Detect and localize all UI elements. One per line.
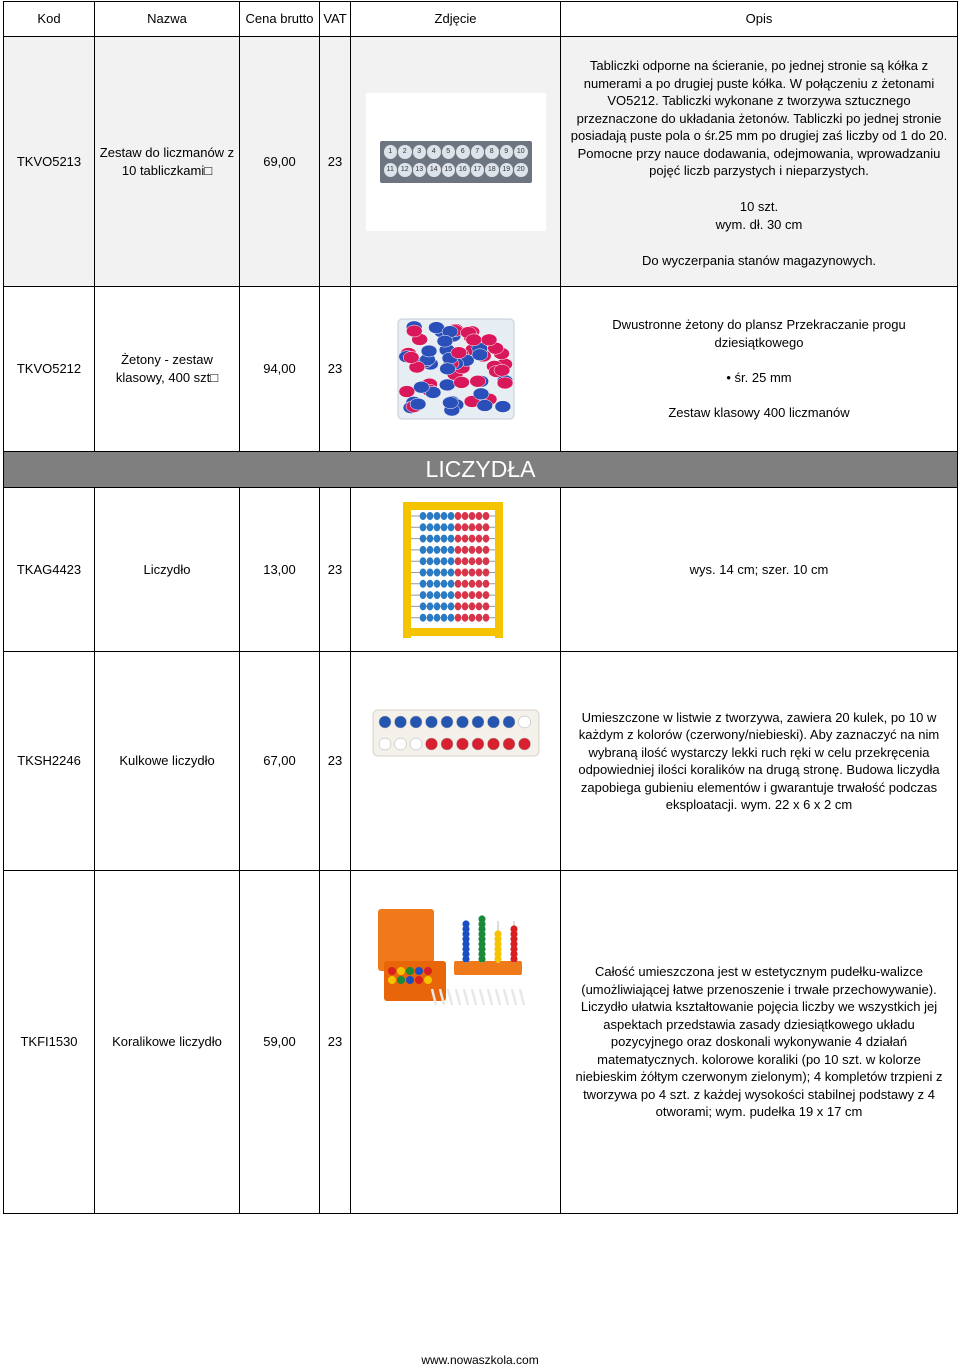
abacus-bead [454,545,461,553]
abacus-bead [419,523,426,531]
table-row [3,870,958,1214]
abacus-bead [426,512,433,520]
counter-chip [406,325,422,337]
product-code: TKSH2246 [17,753,81,768]
abacus-bead [468,568,475,576]
tablet-number-cell: 18 [485,163,499,177]
counter-chip [436,335,452,347]
abacus-bead [433,613,440,621]
abacus-bead [468,579,475,587]
loose-peg [496,989,500,1005]
product-photo-cell [351,488,560,651]
abacus-bead [419,602,426,610]
description-text: Dwustronne żetony do plansz Przekraczanie progu dziesiątkowego [612,317,906,350]
abacus-bead [447,568,454,576]
bead [472,738,484,750]
tablet-number-cell: 20 [514,163,528,177]
bead [410,738,422,750]
abacus-bead [447,602,454,610]
abacus-bead [468,523,475,531]
bead [425,716,437,728]
bead [394,716,406,728]
abacus-bead [419,512,426,520]
counter-chip [439,379,455,391]
abacus-bead [440,579,447,587]
counter-chip [413,381,429,393]
abacus-bead [433,579,440,587]
abacus-bead [419,579,426,587]
abacus-bead [482,534,489,542]
loose-peg [520,989,524,1005]
abacus-bead [419,557,426,565]
loose-peg [512,989,516,1005]
abacus-bead [433,602,440,610]
peg-bead [478,915,485,922]
product-name: Zestaw do liczmanów z 10 tabliczkami□ [99,144,235,178]
abacus-bead [426,523,433,531]
counter-chip [403,351,419,363]
table-row [3,286,958,452]
abacus-bead [461,591,468,599]
abacus-bead [482,602,489,610]
tablet-number-cell: 19 [500,163,514,177]
product-price: 69,00 [263,153,296,169]
counter-chip [465,334,481,346]
tablet-number-cell: 5 [442,145,456,159]
product-code: TKVO5213 [16,153,82,169]
bead [472,716,484,728]
product-description [561,37,957,286]
abacus-bead [433,557,440,565]
tablet-number-cell: 16 [456,163,470,177]
abacus-bead [461,579,468,587]
table-row [3,651,958,871]
abacus-bead [433,591,440,599]
case-bead [388,976,396,984]
product-price: 94,00 [263,361,296,376]
abacus-bead [482,557,489,565]
product-name: Koralikowe liczydło [112,1034,222,1049]
product-name: Żetony - zestaw klasowy, 400 szt□ [115,352,219,385]
tablet-number-cell: 13 [413,163,427,177]
case-bead [397,967,405,975]
abacus-bead [426,557,433,565]
case-bead [388,967,396,975]
abacus-bead [454,591,461,599]
abacus-bead [447,512,454,520]
abacus-bead [454,534,461,542]
abacus-bead [419,568,426,576]
abacus-bead [475,602,482,610]
description-qty: Zestaw klasowy 400 liczmanów [668,405,850,420]
case-bead [406,976,414,984]
loose-peg [504,989,508,1005]
peg-bead [462,920,469,927]
tablet-number-cell: 17 [471,163,485,177]
abacus-bead [433,568,440,576]
peg-bead [494,930,501,937]
abacus-bead [419,591,426,599]
tablet-number-cell: 2 [398,145,412,159]
abacus-bead [426,613,433,621]
abacus-bead [468,613,475,621]
abacus-bead [433,545,440,553]
abacus-bead [426,591,433,599]
abacus-bead [454,512,461,520]
abacus-bead [482,545,489,553]
table-row [3,487,958,652]
tablet-number-cell: 4 [427,145,441,159]
loose-peg [448,989,452,1005]
abacus-bead [475,512,482,520]
abacus-bead [461,557,468,565]
case-bead [424,967,432,975]
tablet-number-cell: 6 [456,145,470,159]
tablet-number-cell: 11 [384,163,398,177]
description-text: Tabliczki odporne na ścieranie, po jednej stronie są kółka z numerami a po drugiej puste kółka. W połączeniu z żetonami VO5212. Tabliczki wykonane z tworzywa sztucznego przeznaczone do układania żetonów. Tabliczki po jednej stronie posiadają puste pola o śr.25 mm po drugiej zaś liczby od 1 do 20. Pomocne przy nauce dodawania, odejmowania, wprowadzaniu pojęć liczb parzystych i nieparzystych. [570,58,948,178]
product-code: TKFI1530 [20,1034,78,1049]
abacus-bead [433,512,440,520]
case-bead [415,967,423,975]
product-description [561,871,957,1213]
bead [456,738,468,750]
abacus-bead [447,534,454,542]
abacus-bead [426,602,433,610]
abacus-image [365,498,547,642]
counter-chip [398,386,414,398]
footer-url: www.nowaszkola.com [421,1353,539,1367]
product-description [561,652,957,870]
tablet-number-cell: 12 [398,163,412,177]
abacus-bead [475,534,482,542]
counter-chip [450,347,466,359]
tablet-number-cell: 1 [384,145,398,159]
abacus-bead [468,512,475,520]
abacus-bead [440,534,447,542]
description-text: Umieszczone w listwie z tworzywa, zawiera 20 kulek, po 10 w każdym z kolorów (czerwony/niebieski). Aby zaznaczyć na nim wybraną ilość wystarczy lekki ruch ręki w celu przekręcenia odpowiedniej ilości koralików na drugą stronę. Budowa liczydła zapobiega gubieniu elementów i gwarantuje trwałość podczas eksploatacji. wym. 22 x 6 x 2 cm [578,709,940,812]
abacus-bead [440,591,447,599]
counter-chip [493,364,509,376]
product-name: Kulkowe liczydło [119,753,215,768]
description-size: • śr. 25 mm [726,370,792,385]
bead [518,716,530,728]
counter-chip [442,397,458,409]
loose-peg [456,989,460,1005]
abacus-bead [447,591,454,599]
abacus-bead [461,613,468,621]
product-price: 59,00 [263,1034,296,1049]
abacus-bead [454,579,461,587]
bead [425,738,437,750]
abacus-bead [433,523,440,531]
case-bead [415,976,423,984]
abacus-bead [447,523,454,531]
header-vat: VAT [323,11,347,26]
bead [441,738,453,750]
abacus-bead [468,557,475,565]
counter-chip [494,401,510,413]
abacus-bead [454,602,461,610]
abacus-bead [454,523,461,531]
abacus-bead [475,613,482,621]
abacus-bead [426,568,433,576]
counter-chip [421,345,437,357]
product-code: TKVO5212 [16,361,82,376]
case-bead [424,976,432,984]
abacus-bead [468,602,475,610]
abacus-bead [433,534,440,542]
case-bead [406,967,414,975]
abacus-bead [426,545,433,553]
abacus-bead [475,579,482,587]
case-bead [397,976,405,984]
abacus-bead [447,545,454,553]
description-size: wym. dł. 30 cm [715,216,803,232]
abacus-bead [426,579,433,587]
table-row [3,36,958,287]
abacus-bead [426,534,433,542]
abacus-bead [482,613,489,621]
product-photo-cell [351,652,560,870]
bead [487,738,499,750]
product-description [561,287,957,451]
tablet-number-cell: 3 [413,145,427,159]
abacus-bead [482,523,489,531]
tablet-number-cell: 14 [427,163,441,177]
bead [379,716,391,728]
abacus-bead [475,568,482,576]
abacus-bead [454,568,461,576]
bead [441,716,453,728]
tablet-number-cell: 8 [485,145,499,159]
bead [503,738,515,750]
bead [503,716,515,728]
abacus-bead [454,557,461,565]
abacus-bead [468,591,475,599]
loose-peg [472,989,476,1005]
abacus-bead [475,591,482,599]
table-header [3,1,958,37]
counter-chip [481,334,497,346]
header-cena: Cena brutto [245,11,314,26]
header-opis: Opis [745,11,773,26]
counter-chip [473,388,489,400]
bead [456,716,468,728]
description-qty: 10 szt. [739,198,779,214]
product-photo-cell [351,287,560,451]
abacus-bead [440,523,447,531]
bead [379,738,391,750]
product-photo-cell [351,871,560,1213]
tablet-number-cell: 7 [471,145,485,159]
abacus-bead [475,557,482,565]
abacus-bead [440,613,447,621]
product-vat: 23 [327,361,343,376]
counter-chip [469,375,485,387]
description-text: wys. 14 cm; szer. 10 cm [689,561,829,577]
abacus-bead [461,512,468,520]
abacus-bead [475,523,482,531]
product-code: TKAG4423 [16,561,82,577]
loose-peg [480,989,484,1005]
abacus-bead [447,613,454,621]
abacus-bead [419,534,426,542]
counter-chip [410,398,426,410]
section-title: LICZYDŁA [3,451,958,488]
abacus-bead [440,557,447,565]
abacus-bead [482,512,489,520]
abacus-bead [440,568,447,576]
counter-chip [497,377,513,389]
counter-chip [476,400,492,412]
product-vat: 23 [327,561,343,577]
product-vat: 23 [327,753,343,768]
bead-abacus-case-image [372,901,540,1011]
abacus-bead [482,591,489,599]
abacus-bead [419,613,426,621]
header-kod: Kod [37,11,61,26]
product-vat: 23 [327,1034,343,1049]
tablet-number-cell: 10 [514,145,528,159]
abacus-bead [461,545,468,553]
product-name: Liczydło [143,561,191,577]
counter-chip [453,376,469,388]
header-zdjecie: Zdjęcie [434,11,477,26]
abacus-bead [461,568,468,576]
header-nazwa: Nazwa [147,11,187,26]
abacus-bead [461,602,468,610]
peg-bead [510,925,517,932]
bead [394,738,406,750]
product-price: 67,00 [263,753,296,768]
abacus-bead [447,579,454,587]
product-vat: 23 [327,153,343,169]
abacus-bead [468,534,475,542]
loose-peg [488,989,492,1005]
abacus-bead [447,557,454,565]
abacus-bead [482,579,489,587]
number-tablet-image [366,93,546,231]
tablet-number-cell: 9 [500,145,514,159]
loose-peg [464,989,468,1005]
counters-box-image [394,313,518,425]
bead-bar-image [371,708,541,760]
abacus-bead [461,534,468,542]
tablet-number-cell: 15 [442,163,456,177]
description-text: Całość umieszczona jest w estetycznym pudełku-walizce (umożliwiającej łatwe przenoszenie i trwałe przechowywanie). Liczydło ułatwia kształtowanie pojęcia liczby we wszystkich jej aspektach przedstawia zasady dziesiątkowego układu pozycyjnego oraz doskonali wykonywanie 4 działań matematycznych. kolorowe koraliki (po 10 szt. w kolorze niebieskim żółtym czerwonym zielonym); 4 kompletów trzpieni z tworzywa po 4 szt. z każdej wysokości stabilnej podstawy z 4 otworami; wym. pudełka 19 x 17 cm [575,964,943,1120]
abacus-bead [440,545,447,553]
abacus-bead [461,523,468,531]
counter-chip [439,363,455,375]
bead [410,716,422,728]
product-price: 13,00 [263,561,296,577]
counter-chip [471,349,487,361]
abacus-bead [454,613,461,621]
bead [487,716,499,728]
abacus-bead [440,602,447,610]
abacus-bead [482,568,489,576]
abacus-bead [440,512,447,520]
product-description [561,488,957,651]
bead [518,738,530,750]
description-note: Do wyczerpania stanów magazynowych. [641,252,877,268]
product-photo-cell [351,37,560,286]
abacus-bead [475,545,482,553]
abacus-bead [419,545,426,553]
abacus-bead [468,545,475,553]
